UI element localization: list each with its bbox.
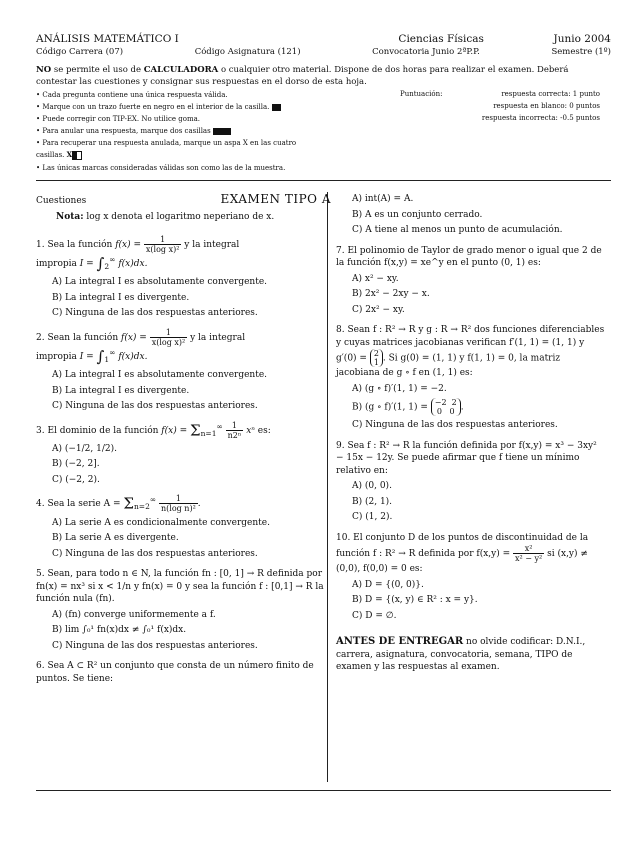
q4-option-b: B) La serie A es divergente. — [52, 533, 179, 544]
q1-option-a: A) La integral I es absolutamente convergente. — [52, 277, 268, 288]
q6-option-a: A) int(A) = A. — [352, 194, 414, 204]
instruction-7: • Las únicas marcas consideradas válidas son como las de la muestra. — [36, 164, 286, 172]
q5-option-c: C) Ninguna de las dos respuestas anteriores. — [52, 640, 258, 651]
question-8: 8. Sean f : R² → R y g : R → R² dos funciones diferenciables y cuyas matrices jacobianas verifican f′(1, 1) = (1, 1) y g′(0) = 2 1 . Si g(0) = (1, 1) y f(1, 1) = 0, la matriz jacobiana de g ∘ f en (1, 1) es: A) (g ∘ f)′(1, 1) = −2. B) (g ∘ f)′(1, 1) = −2 2 0 0 . C) Ninguna de las dos respuestas anteriores. — [336, 325, 605, 430]
course-title: ANÁLISIS MATEMÁTICO I — [36, 33, 179, 45]
instruction-6: casillas. X — [36, 150, 396, 160]
notice-calc: CALCULADORA — [143, 65, 219, 75]
right-column — [336, 193, 606, 674]
exam-heading — [36, 193, 331, 208]
q2-option-a: A) La integral I es absolutamente convergente. — [52, 370, 268, 381]
question-6: 6. Sea A ⊂ R² un conjunto que consta de un número finito de puntos. Se tiene: — [36, 661, 314, 684]
question-5: 5. Sean, para todo n ∈ N, la función fn : [0, 1] → R definida por fn(x) = nx³ si x < 1/n y fn(x) = 0 y sea la función f : [0,1] → R la función nula (fn). A) (fn) converge uniformemente a f. B) lim ∫₀¹ fn(x)dx ≠ ∫₀¹ f(x)dx. C) Ninguna de las dos respuestas anteriores. — [36, 568, 331, 652]
section-label: Cuestiones — [36, 196, 87, 206]
notice — [36, 64, 596, 88]
instruction-3: • Puede corregir con TIP-EX. No utilice goma. — [36, 115, 200, 123]
question-7: 7. El polinomio de Taylor de grado menor o igual que 2 de la función f(x,y) = xe^y en el punto (0, 1) es: A) x² − xy. B) 2x² − 2xy − x. C) 2x² − xy. — [336, 245, 606, 317]
session: Convocatoria Junio 2ªP.P. — [372, 47, 480, 57]
instruction-1: • Cada pregunta contiene una única respuesta válida. — [36, 91, 228, 99]
q9-option-c: C) (1, 2). — [352, 512, 393, 522]
q8-option-b: B) (g ∘ f)′(1, 1) = −2 2 0 0 . — [352, 398, 464, 416]
question-1: 1. Sea la función f(x) = $\frac{1}{\text{x(log x)²}}$ y la integral impropia $I = \int_2^\infty$ f(x)dx. A) La integral I es absolutamente convergente. B) La integral I es divergente. C) Ninguna de las dos respuestas anteriores. — [36, 235, 331, 320]
q6-option-c: C) A tiene al menos un punto de acumulación. — [352, 225, 563, 235]
final-note: ANTES DE ENTREGAR no olvide codificar: D.N.I., carrera, asignatura, convocatoria, semana, TIPO de examen y las respuestas al examen. — [336, 636, 586, 672]
q4-option-a: A) La serie A es condicionalmente convergente. — [52, 517, 270, 528]
q9-option-b: B) (2, 1). — [352, 496, 393, 507]
filled-box-icon — [213, 128, 222, 135]
filled-box-icon — [272, 104, 281, 111]
instruction-5: • Para recuperar una respuesta anulada, marque un aspa X en las cuatro — [36, 139, 297, 147]
instruction-4: • Para anular una respuesta, marque dos casillas — [36, 126, 396, 136]
q5-option-b: B) lim ∫₀¹ fn(x)dx ≠ ∫₀¹ f(x)dx. — [52, 625, 187, 636]
q5-option-a: A) (fn) converge uniformemente a f. — [52, 609, 216, 620]
matrix-g: 2 1 — [370, 349, 383, 367]
q3-option-a: A) (−1/2, 1/2). — [52, 443, 117, 454]
scoring-label: Puntuación: — [400, 90, 443, 98]
scoring-blank: respuesta en blanco: 0 puntos — [493, 102, 600, 110]
instruction-2: • Marque con un trazo fuerte en negro en el interior de la casilla. — [36, 102, 396, 112]
q6-option-b: B) A es un conjunto cerrado. — [352, 209, 483, 220]
question-3: 3. El dominio de la función $f(x) = \Sigma_{n=1}^\infty$ $\frac{1}{\text{n2ⁿ}}$ xⁿ es: A) (−1/2, 1/2). B) (−2, 2]. C) (−2, 2). — [36, 421, 331, 487]
question-9: 9. Sea f : R² → R la función definida por f(x,y) = x³ − 3xy² − 15x − 12y. Se puede afirmar que f tiene un mínimo relativo en: A) (0, 0). B) (2, 1). C) (1, 2). — [336, 440, 606, 524]
q7-option-a: A) x² − xy. — [352, 273, 399, 284]
semester: Semestre (1º) — [551, 47, 611, 57]
top-rule — [36, 180, 611, 181]
bottom-rule — [36, 790, 611, 791]
q8-option-a: A) (g ∘ f)′(1, 1) = −2. — [352, 383, 447, 394]
subject-code: Código Asignatura (121) — [194, 47, 301, 57]
header-row-1 — [36, 33, 611, 45]
left-column — [36, 193, 331, 685]
header-row-2 — [36, 47, 611, 57]
question-4: 4. Sea la serie $A = \Sigma_{n=2}^\infty$ $\frac{1}{\text{n(log n)²}}$ . A) La serie A es condicionalmente convergente. B) La serie A es divergente. C) Ninguna de las dos respuestas anteriores. — [36, 494, 331, 560]
q1-option-c: C) Ninguna de las dos respuestas anteriores. — [52, 308, 258, 319]
degree: Ciencias Físicas — [398, 33, 484, 45]
q3-option-b: B) (−2, 2]. — [52, 459, 100, 470]
notice-part1: se permite el uso de — [51, 65, 144, 75]
scoring-correct: respuesta correcta: 1 punto — [501, 90, 600, 98]
q10-option-a: A) D = {(0, 0)}. — [352, 579, 424, 590]
question-2: 2. Sean la función f(x) = $\frac{1}{\text{x(log x)²}}$ y la integral impropia $I = \int_1^\infty$ f(x)dx. A) La integral I es absolutamente convergente. B) La integral I es divergente. C) Ninguna de las dos respuestas anteriores. — [36, 328, 331, 413]
half-box-icon — [72, 151, 82, 160]
q2-option-c: C) Ninguna de las dos respuestas anteriores. — [52, 401, 258, 412]
career-code: Código Carrera (07) — [36, 47, 124, 57]
q1-option-b: B) La integral I es divergente. — [52, 292, 190, 303]
exam-date: Junio 2004 — [553, 33, 611, 45]
notice-no: NO — [36, 65, 52, 75]
scoring-wrong: respuesta incorrecta: -0.5 puntos — [481, 114, 600, 122]
q10-option-b: B) D = {(x, y) ∈ R² : x = y}. — [352, 595, 478, 605]
q4-option-c: C) Ninguna de las dos respuestas anteriores. — [52, 548, 258, 559]
filled-box-icon — [222, 128, 231, 135]
note: Nota: log x denota el logaritmo neperiano de x. — [56, 211, 275, 222]
q7-option-b: B) 2x² − 2xy − x. — [352, 289, 430, 299]
q8-option-c: C) Ninguna de las dos respuestas anteriores. — [352, 420, 558, 430]
q10-option-c: C) D = ∅. — [352, 610, 397, 621]
cross-mark-icon: X — [66, 150, 73, 159]
q3-option-c: C) (−2, 2). — [52, 474, 100, 485]
q7-option-c: C) 2x² − xy. — [352, 304, 405, 315]
question-10: 10. El conjunto D de los puntos de discontinuidad de la función f : R² → R definida por f(x,y) = $\frac{\text{x²}}{\text{x² − y²}}$ si (x,y) ≠ (0,0), f(0,0) = 0 es: A) D = {(0, 0)}. B) D = {(x, y) ∈ R² : x = y}. C) D = ∅. — [336, 532, 606, 623]
exam-title: EXAMEN TIPO A — [220, 192, 331, 206]
notice-part2: o cualquier otro material. Dispone de dos horas para realizar el examen. Deberá contestar las cuestiones y consignar sus respuestas en el dorso de esta hoja. — [36, 65, 569, 87]
q2-option-b: B) La integral I es divergente. — [52, 385, 190, 396]
q9-option-a: A) (0, 0). — [352, 481, 392, 491]
